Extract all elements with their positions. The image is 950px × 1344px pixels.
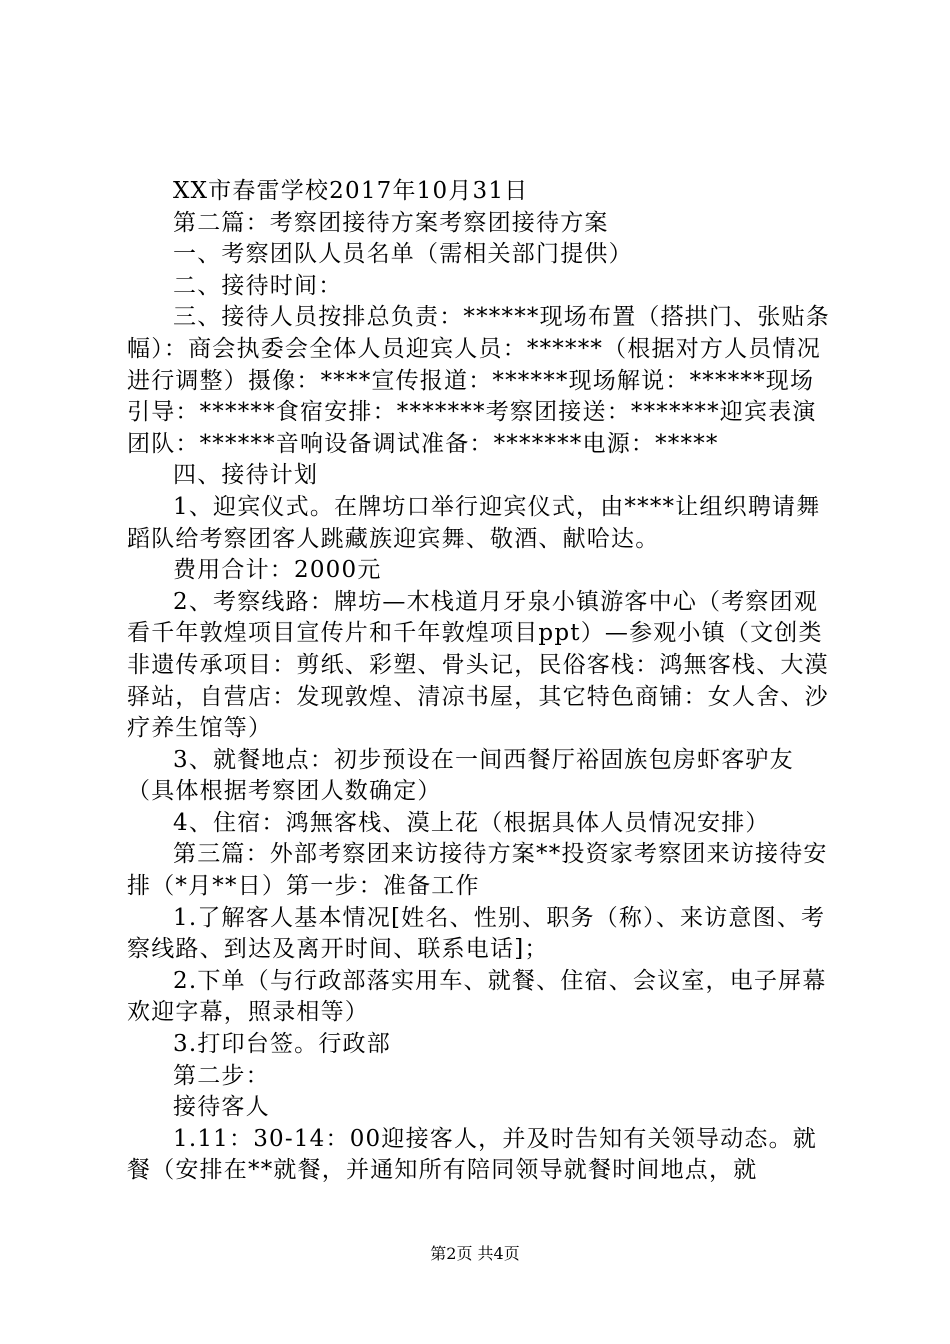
paragraph-step-two-item-1: 1.11：30-14：00迎接客人，并及时告知有关领导动态。就餐（安排在**就餐，并通知所有陪同领导就餐时间地点，就 xyxy=(127,1125,817,1184)
paragraph-section-three: 三、接待人员按排总负责：******现场布置（搭拱门、张贴条幅）：商会执委会全体人员迎宾人员：******（根据对方人员情况进行调整）摄像：****宣传报道：******现场解说：******现场引导：******食宿安排：*******考察团接送：*******迎宾表演团队：******音响设备调试准备：*******电源：***** xyxy=(127,304,830,457)
paragraph-part-three-title: 第三篇：外部考察团来访接待方案**投资家考察团来访接待安排（*月**日）第一步：准备工作 xyxy=(127,841,828,900)
paragraph-receive-guests: 接待客人 xyxy=(173,1094,270,1121)
paragraph-lodging: 4、住宿：鸿無客栈、漠上花（根据具体人员情况安排） xyxy=(173,809,770,836)
paragraph-section-four: 四、接待计划 xyxy=(173,462,319,489)
document-body xyxy=(127,176,833,1187)
paragraph-dining: 3、就餐地点：初步预设在一间西餐厅裕固族包房虾客驴友（具体根据考察团人数确定） xyxy=(127,746,794,805)
paragraph-date-line: XX市春雷学校2017年10月31日 xyxy=(173,178,529,204)
paragraph-section-two: 二、接待时间： xyxy=(173,272,343,299)
paragraph-step-one-item-2: 2.下单（与行政部落实用车、就餐、住宿、会议室，电子屏幕欢迎字幕，照录相等） xyxy=(127,967,827,1026)
paragraph-step-two-heading: 第二步： xyxy=(173,1062,270,1089)
page-footer: 第2页 共4页 xyxy=(430,1244,520,1263)
paragraph-section-one: 一、考察团队人员名单（需相关部门提供） xyxy=(173,241,633,268)
paragraph-welcome-ceremony: 1、迎宾仪式。在牌坊口举行迎宾仪式，由****让组织聘请舞蹈队给考察团客人跳藏族迎宾舞、敬酒、献哈达。 xyxy=(127,493,821,552)
paragraph-step-one-item-1: 1.了解客人基本情况[姓名、性别、职务（称）、来访意图、考察线路、到达及离开时间、联系电话]； xyxy=(127,904,826,963)
paragraph-cost-total: 费用合计：2000元 xyxy=(173,557,382,584)
paragraph-route: 2、考察线路：牌坊—木栈道月牙泉小镇游客中心（考察团观看千年敦煌项目宣传片和千年敦煌项目ppt）—参观小镇（文创类非遗传承项目：剪纸、彩塑、骨头记，民俗客栈：鸿無客栈、大漠驿站，自营店：发现敦煌、清凉书屋，其它特色商铺：女人舍、沙疗养生馆等） xyxy=(127,588,829,742)
paragraph-part-two-title: 第二篇：考察团接待方案考察团接待方案 xyxy=(173,209,609,236)
paragraph-step-one-item-3: 3.打印台签。行政部 xyxy=(173,1031,391,1058)
